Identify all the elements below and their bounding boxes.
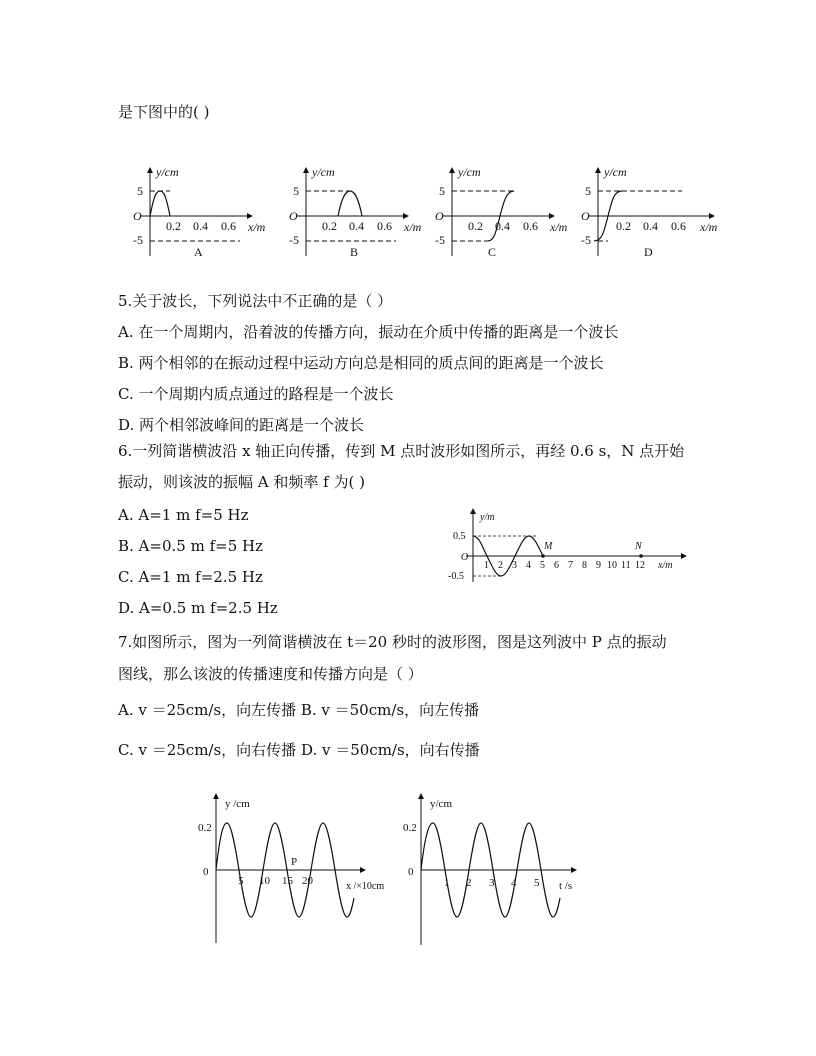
q7-vib-tick-2: 2 [466, 877, 472, 889]
graph-d-tick-2: 0.4 [643, 219, 658, 233]
q7-wave-tick-10: 10 [259, 875, 270, 887]
q6-point-m: M [544, 541, 553, 552]
graph-d-tick-3: 0.6 [671, 219, 686, 233]
q6-tick-7: 7 [568, 560, 573, 571]
q7-stem-2: 图线，那么该波的传播速度和传播方向是（ ） [118, 665, 423, 683]
q6-stem-1: 6.一列简谐横波沿 x 轴正向传播，传到 M 点时波形如图所示，再经 0.6 s，N 点开始 [118, 442, 685, 460]
q6-option-a: A. A=1 m f=5 Hz [118, 506, 249, 524]
q6-tick-1: 1 [484, 560, 489, 571]
q6-origin: O [461, 552, 469, 563]
q6-tick-2: 2 [498, 560, 503, 571]
graph-c-ylabel: y/cm [458, 165, 481, 179]
q6-tick-10: 10 [607, 560, 617, 571]
q6-option-b: B. A=0.5 m f=5 Hz [118, 537, 263, 555]
graph-a [133, 165, 266, 259]
q5-option-c: C. 一个周期内质点通过的路程是一个波长 [118, 385, 394, 403]
q7-wave-tick-20: 20 [302, 875, 313, 887]
graph-c-label: C [488, 245, 497, 259]
q4-text: 是下图中的( ) [118, 103, 210, 121]
graph-d-label: D [644, 245, 653, 259]
q7-wave-ymax: 0.2 [198, 822, 212, 834]
q6-point-m-dot [541, 554, 545, 558]
graph-a-xlabel: x/m [248, 220, 266, 234]
graph-b-tick-3: 0.6 [377, 219, 392, 233]
q7-wave-xlabel: x /×10cm [346, 881, 385, 892]
q7-vib-tick-3: 3 [489, 877, 495, 889]
q7-vib-ylabel: y/cm [430, 798, 452, 810]
q5-stem: 5.关于波长，下列说法中不正确的是（ ） [118, 292, 393, 310]
q7-wave-origin: 0 [203, 866, 209, 878]
q6-option-d: D. A=0.5 m f=2.5 Hz [118, 599, 278, 617]
graph-d-ymin: -5 [581, 233, 591, 247]
q4-figures [130, 160, 720, 260]
q5-option-a: A. 在一个周期内，沿着波的传播方向，振动在介质中传播的距离是一个波长 [118, 323, 619, 341]
graph-b-tick-1: 0.2 [322, 219, 337, 233]
graph-d-ymax: 5 [585, 184, 591, 198]
q7-vib-tick-1: 1 [444, 877, 450, 889]
graph-b-ylabel: y/cm [312, 165, 335, 179]
q7-wave-ylabel: y /cm [225, 798, 250, 810]
q6-tick-11: 11 [621, 560, 631, 571]
graph-d-origin: O [581, 209, 590, 223]
q6-tick-9: 9 [596, 560, 601, 571]
q7-options-row-1: A. v ＝25cm/s，向左传播 B. v ＝50cm/s，向左传播 [118, 701, 480, 719]
q6-tick-4: 4 [526, 560, 531, 571]
graph-b-xlabel: x/m [404, 220, 422, 234]
graph-a-tick-3: 0.6 [221, 219, 236, 233]
graph-b-label: B [350, 245, 359, 259]
q6-figure [446, 506, 692, 584]
q7-vib-ymax: 0.2 [403, 822, 417, 834]
q7-vib-tick-5: 5 [534, 877, 540, 889]
q6-tick-8: 8 [582, 560, 587, 571]
q6-tick-12: 12 [635, 560, 645, 571]
q6-tick-5: 5 [540, 560, 545, 571]
q6-option-c: C. A=1 m f=2.5 Hz [118, 568, 263, 586]
q7-wave-tick-15: 15 [282, 875, 293, 887]
q6-point-n-dot [639, 554, 643, 558]
graph-c-ymin: -5 [435, 233, 445, 247]
q6-tick-3: 3 [512, 560, 517, 571]
q7-vib-xlabel: t /s [559, 880, 573, 892]
graph-c-origin: O [435, 209, 444, 223]
q7-wave-figure [195, 790, 405, 946]
graph-c-tick-3: 0.6 [523, 219, 538, 233]
graph-a-ymin: -5 [133, 233, 143, 247]
graph-c-ymax: 5 [439, 184, 445, 198]
q7-options-row-2: C. v ＝25cm/s，向右传播 D. v ＝50cm/s，向右传播 [118, 741, 480, 759]
graph-b-ymin: -5 [289, 233, 299, 247]
q7-wave-tick-5: 5 [238, 875, 244, 887]
graph-c-tick-1: 0.2 [468, 219, 483, 233]
graph-a-ymax: 5 [137, 184, 143, 198]
graph-a-ylabel: y/cm [156, 165, 179, 179]
q6-xlabel: x/m [658, 560, 673, 571]
q7-stem-1: 7.如图所示，图为一列简谐横波在 t＝20 秒时的波形图，图是这列波中 P 点的振动 [118, 633, 667, 651]
q7-point-p: P [291, 856, 298, 868]
q6-ylabel: y/m [480, 512, 495, 523]
graph-a-label: A [194, 245, 203, 259]
q7-vib-origin: 0 [408, 866, 414, 878]
graph-c [435, 165, 568, 259]
graph-a-tick-2: 0.4 [193, 219, 208, 233]
q6-ymax: 0.5 [453, 531, 466, 542]
q7-vibration-figure [400, 790, 586, 948]
graph-c-tick-2: 0.4 [495, 219, 510, 233]
graph-d-ylabel: y/cm [604, 165, 627, 179]
graph-c-xlabel: x/m [550, 220, 568, 234]
q6-tick-6: 6 [554, 560, 559, 571]
graph-a-origin: O [133, 209, 142, 223]
graph-d [581, 165, 718, 259]
graph-d-xlabel: x/m [700, 220, 718, 234]
q6-point-n: N [635, 541, 642, 552]
graph-b-ymax: 5 [293, 184, 299, 198]
graph-b-origin: O [289, 209, 298, 223]
q7-vib-tick-4: 4 [511, 877, 517, 889]
graph-a-tick-1: 0.2 [166, 219, 181, 233]
graph-b-tick-2: 0.4 [349, 219, 364, 233]
graph-b [289, 165, 422, 259]
q6-ymin: -0.5 [448, 571, 464, 582]
q5-option-b: B. 两个相邻的在振动过程中运动方向总是相同的质点间的距离是一个波长 [118, 354, 604, 372]
graph-d-tick-1: 0.2 [616, 219, 631, 233]
q5-option-d: D. 两个相邻波峰间的距离是一个波长 [118, 416, 365, 434]
q6-stem-2: 振动，则该波的振幅 A 和频率 f 为( ) [118, 473, 365, 491]
